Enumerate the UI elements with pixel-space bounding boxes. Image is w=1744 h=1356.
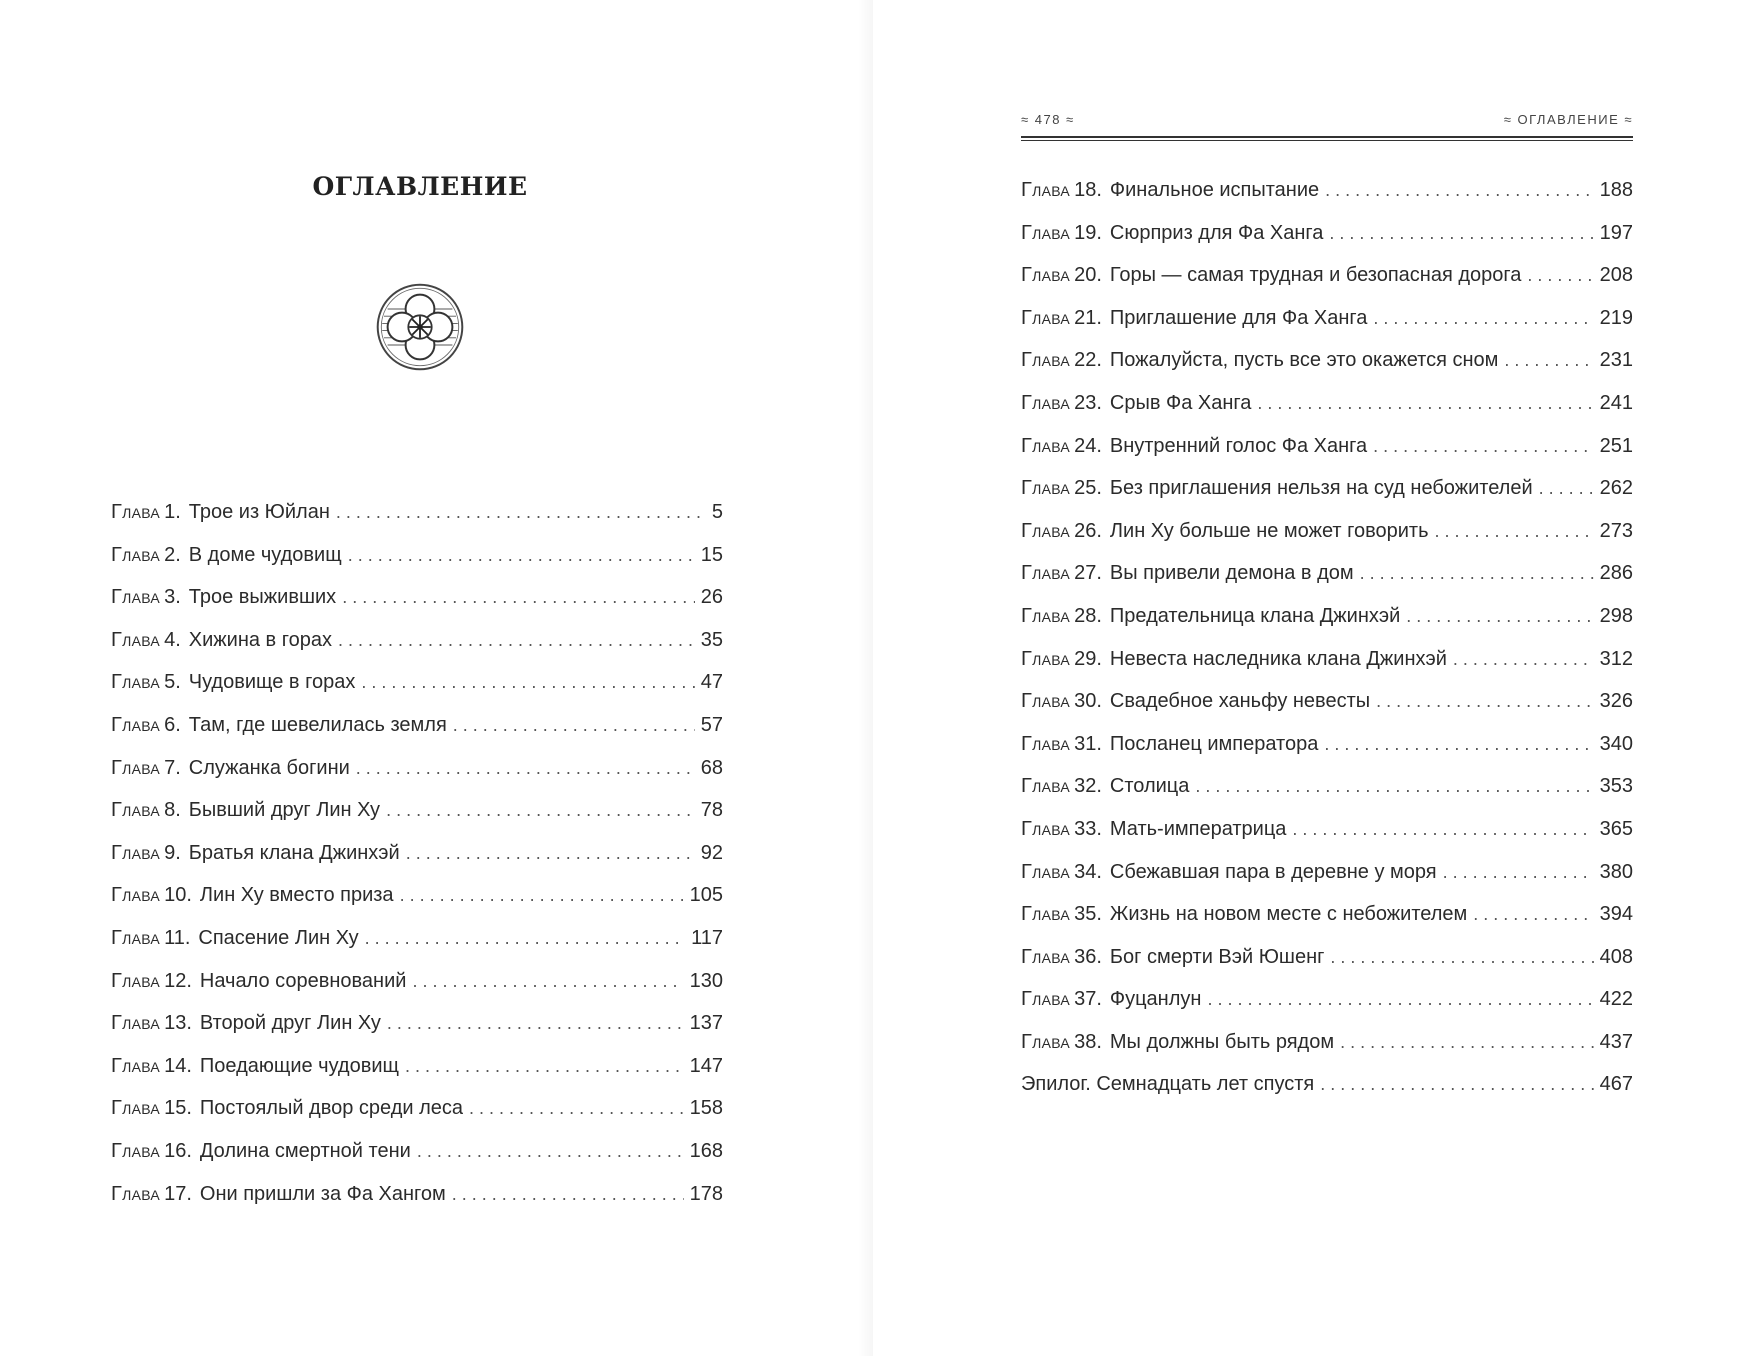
- leader-dots: [1257, 382, 1593, 425]
- toc-entry-label: [1021, 169, 1319, 212]
- page-ref: 68: [700, 756, 723, 779]
- toc-entry: [111, 576, 723, 619]
- page-ref: 273: [1599, 519, 1633, 542]
- chapter-word: Глава: [111, 799, 161, 822]
- chapter-word: Глава: [1021, 1030, 1071, 1053]
- toc-entry: [1021, 893, 1633, 936]
- toc-entry: [111, 789, 723, 832]
- toc-entry-label: [111, 789, 380, 832]
- leader-dots: [356, 747, 695, 790]
- chapter-word: Глава: [1021, 264, 1071, 287]
- chapter-word: Глава: [111, 713, 161, 736]
- chapter-word: Глава: [1021, 690, 1071, 713]
- toc-entry: [1021, 851, 1633, 894]
- chapter-title: Бывший друг Лин Ху: [188, 799, 381, 822]
- chapter-number: 31.: [1074, 732, 1102, 755]
- toc-entry-label: [1021, 254, 1521, 297]
- chapter-title: Срыв Фа Ханга: [1109, 391, 1252, 414]
- toc-entry: [1021, 552, 1633, 595]
- leader-dots: [405, 1045, 684, 1088]
- chapter-title: Постоялый двор среди леса: [199, 1097, 464, 1120]
- chapter-word: Глава: [111, 1054, 161, 1077]
- chapter-word: Глава: [111, 1139, 161, 1162]
- chapter-word: Глава: [1021, 903, 1071, 926]
- toc-entry: [111, 661, 723, 704]
- chapter-title: Сюрприз для Фа Ханга: [1109, 221, 1324, 244]
- chapter-title: Лин Ху вместо приза: [199, 884, 394, 907]
- toc-entry: [1021, 936, 1633, 979]
- toc-entry-label: [1021, 765, 1189, 808]
- chapter-number: 9.: [164, 841, 181, 864]
- leader-dots: [417, 1130, 684, 1173]
- page-ref: 208: [1599, 264, 1633, 287]
- chapter-number: 38.: [1074, 1030, 1102, 1053]
- toc-entry-label: [111, 661, 355, 704]
- chapter-word: Глава: [111, 543, 161, 566]
- chapter-number: 33.: [1074, 817, 1102, 840]
- page-ref: 15: [700, 543, 723, 566]
- page-ref: 57: [700, 713, 723, 736]
- leader-dots: [361, 661, 694, 704]
- toc-entry-label: [1021, 936, 1324, 979]
- toc-entry-label: [1021, 851, 1437, 894]
- page-ref: 178: [689, 1182, 723, 1205]
- toc-entry-label: [1021, 808, 1286, 851]
- chapter-word: Глава: [111, 926, 161, 949]
- toc-entry: [111, 1087, 723, 1130]
- chapter-word: Глава: [111, 1097, 161, 1120]
- chapter-number: 1.: [164, 501, 181, 523]
- toc-entry: [1021, 510, 1633, 553]
- page-ref: 231: [1599, 349, 1633, 372]
- toc-entry-label: [1021, 339, 1498, 382]
- page-ref: 35: [700, 628, 723, 651]
- toc-entry-label: [111, 1130, 411, 1173]
- chapter-title: Долина смертной тени: [199, 1139, 411, 1162]
- toc-entry-label: [1021, 552, 1354, 595]
- chapter-title: Второй друг Лин Ху: [199, 1012, 381, 1035]
- chapter-word: Глава: [1021, 604, 1071, 627]
- leader-dots: [1320, 1063, 1593, 1106]
- leader-dots: [1292, 808, 1593, 851]
- toc-entry: [111, 491, 723, 534]
- page-ref: 5: [711, 501, 723, 523]
- toc-list-right: [1021, 169, 1633, 1106]
- leader-dots: [1373, 297, 1593, 340]
- toc-entry-label: [111, 874, 394, 917]
- page-ref: 422: [1599, 988, 1633, 1011]
- chapter-title: Мать-императрица: [1109, 817, 1287, 840]
- chapter-word: Глава: [111, 1182, 161, 1205]
- leader-dots: [1527, 254, 1593, 297]
- toc-entry-label: [1021, 425, 1367, 468]
- leader-dots: [1325, 169, 1593, 212]
- chapter-word: Глава: [1021, 306, 1071, 329]
- toc-entry: [1021, 765, 1633, 808]
- toc-title: ОГЛАВЛЕНИЕ: [312, 172, 528, 201]
- chapter-title: Они пришли за Фа Хангом: [199, 1182, 446, 1205]
- chapter-title: Посланец императора: [1109, 732, 1319, 755]
- chapter-number: 35.: [1074, 903, 1102, 926]
- chapter-number: 6.: [164, 713, 181, 736]
- toc-entry-label: [1021, 1063, 1314, 1106]
- header-rule: [1021, 136, 1633, 138]
- toc-entry-label: [111, 534, 342, 577]
- leader-dots: [348, 534, 695, 577]
- page-ref: 262: [1599, 477, 1633, 500]
- leader-dots: [1330, 936, 1593, 979]
- chapter-number: 17.: [164, 1182, 192, 1205]
- chapter-title: Спасение Лин Ху: [198, 926, 359, 949]
- chapter-number: 29.: [1074, 647, 1102, 670]
- leader-dots: [1376, 680, 1594, 723]
- toc-entry-label: [111, 1045, 399, 1088]
- page-ref: 147: [689, 1054, 723, 1077]
- toc-entry: [111, 960, 723, 1003]
- chapter-number: 2.: [164, 543, 181, 566]
- toc-entry-label: [1021, 382, 1251, 425]
- chapter-title: Чудовище в горах: [188, 671, 356, 694]
- toc-entry-label: [111, 960, 406, 1003]
- chapter-number: 13.: [164, 1012, 192, 1035]
- leader-dots: [1360, 552, 1594, 595]
- toc-entry: [111, 1173, 723, 1216]
- chapter-word: Глава: [1021, 179, 1071, 201]
- page-number: ≈ 478 ≈: [1021, 112, 1075, 127]
- toc-entry: [111, 1045, 723, 1088]
- leader-dots: [1539, 467, 1594, 510]
- chapter-number: 3.: [164, 586, 181, 609]
- page-ref: 353: [1599, 775, 1633, 798]
- leader-dots: [365, 917, 685, 960]
- toc-entry: [111, 874, 723, 917]
- chapter-title: Свадебное ханьфу невесты: [1109, 690, 1371, 713]
- leader-dots: [1406, 595, 1593, 638]
- page-ref: 408: [1599, 945, 1633, 968]
- page-ref: 340: [1599, 732, 1633, 755]
- leader-dots: [469, 1087, 684, 1130]
- chapter-title: Невеста наследника клана Джинхэй: [1109, 647, 1447, 670]
- chapter-title: Мы должны быть рядом: [1109, 1030, 1335, 1053]
- page-ref: 158: [689, 1097, 723, 1120]
- chapter-title: Служанка богини: [188, 756, 350, 779]
- chapter-number: 34.: [1074, 860, 1102, 883]
- toc-list-left: [111, 491, 723, 1215]
- leader-dots: [1324, 723, 1593, 766]
- leader-dots: [1340, 1021, 1594, 1064]
- toc-entry: [1021, 595, 1633, 638]
- chapter-title: Финальное испытание: [1109, 179, 1320, 201]
- page-ref: 326: [1599, 690, 1633, 713]
- chapter-title: Без приглашения нельзя на суд небожителей: [1109, 477, 1533, 500]
- floral-medallion-icon: [375, 282, 465, 372]
- toc-entry: [1021, 723, 1633, 766]
- toc-entry-label: [1021, 1021, 1334, 1064]
- chapter-title: Пожалуйста, пусть все это окажется сном: [1109, 349, 1499, 372]
- chapter-word: Глава: [1021, 945, 1071, 968]
- toc-entry-label: [111, 832, 400, 875]
- toc-entry: [1021, 638, 1633, 681]
- leader-dots: [1443, 851, 1594, 894]
- chapter-number: 10.: [164, 884, 192, 907]
- page-ref: 168: [689, 1139, 723, 1162]
- chapter-number: 12.: [164, 969, 192, 992]
- page-ref: 188: [1599, 179, 1633, 201]
- leader-dots: [1504, 339, 1593, 382]
- toc-entry: [111, 1002, 723, 1045]
- leader-dots: [1195, 765, 1593, 808]
- page-ref: 380: [1599, 860, 1633, 883]
- toc-entry-label: [111, 619, 332, 662]
- chapter-number: 4.: [164, 628, 181, 651]
- toc-entry-label: [1021, 723, 1318, 766]
- leader-dots: [1329, 212, 1593, 255]
- page-ref: 219: [1599, 306, 1633, 329]
- toc-entry: [1021, 1021, 1633, 1064]
- toc-entry-label: [1021, 680, 1370, 723]
- running-head: [1021, 112, 1633, 132]
- chapter-number: 23.: [1074, 391, 1102, 414]
- page-ref: 137: [689, 1012, 723, 1035]
- page-ref: 47: [700, 671, 723, 694]
- toc-entry: [1021, 1063, 1633, 1106]
- toc-entry: [1021, 382, 1633, 425]
- page-ref: 394: [1599, 903, 1633, 926]
- chapter-number: 20.: [1074, 264, 1102, 287]
- chapter-number: 21.: [1074, 306, 1102, 329]
- toc-entry: [111, 832, 723, 875]
- chapter-word: Глава: [1021, 434, 1071, 457]
- chapter-word: Глава: [1021, 221, 1071, 244]
- leader-dots: [1373, 425, 1593, 468]
- leader-dots: [400, 874, 684, 917]
- chapter-title: Трое из Юйлан: [188, 501, 330, 523]
- chapter-word: Глава: [111, 586, 161, 609]
- leader-dots: [386, 789, 695, 832]
- chapter-number: 11.: [164, 926, 191, 949]
- chapter-title: Сбежавшая пара в деревне у моря: [1109, 860, 1437, 883]
- toc-entry: [1021, 297, 1633, 340]
- chapter-word: Глава: [1021, 860, 1071, 883]
- chapter-number: 15.: [164, 1097, 192, 1120]
- toc-entry: [111, 704, 723, 747]
- chapter-title: Лин Ху больше не может говорить: [1109, 519, 1429, 542]
- page-ref: 197: [1599, 221, 1633, 244]
- toc-entry: [1021, 978, 1633, 1021]
- toc-entry: [111, 747, 723, 790]
- chapter-number: 32.: [1074, 775, 1102, 798]
- chapter-word: Глава: [1021, 988, 1071, 1011]
- chapter-title: Поедающие чудовищ: [199, 1054, 399, 1077]
- chapter-title: Хижина в горах: [188, 628, 332, 651]
- toc-entry-label: [111, 1002, 381, 1045]
- toc-entry: [111, 1130, 723, 1173]
- chapter-number: 26.: [1074, 519, 1102, 542]
- page-ref: 437: [1599, 1030, 1633, 1053]
- page-ref: 105: [689, 884, 723, 907]
- chapter-word: Глава: [111, 671, 161, 694]
- chapter-number: 37.: [1074, 988, 1102, 1011]
- chapter-title: Столица: [1109, 775, 1190, 798]
- chapter-number: 14.: [164, 1054, 192, 1077]
- chapter-number: 30.: [1074, 690, 1102, 713]
- chapter-word: Глава: [1021, 562, 1071, 585]
- chapter-title: Фуцанлун: [1109, 988, 1202, 1011]
- toc-entry: [1021, 425, 1633, 468]
- leader-dots: [1435, 510, 1594, 553]
- page-ref: 130: [689, 969, 723, 992]
- page-ref: 251: [1599, 434, 1633, 457]
- chapter-word: Глава: [111, 969, 161, 992]
- page-ref: 78: [700, 799, 723, 822]
- chapter-number: 16.: [164, 1139, 192, 1162]
- toc-entry: [1021, 339, 1633, 382]
- chapter-word: Глава: [1021, 519, 1071, 542]
- toc-entry: [1021, 212, 1633, 255]
- leader-dots: [336, 491, 703, 534]
- leader-dots: [452, 1173, 684, 1216]
- toc-entry-label: [1021, 638, 1447, 681]
- chapter-word: Глава: [1021, 817, 1071, 840]
- page-ref: 312: [1599, 647, 1633, 670]
- chapter-word: Глава: [1021, 477, 1071, 500]
- chapter-word: Глава: [111, 756, 161, 779]
- chapter-number: 8.: [164, 799, 181, 822]
- toc-entry-label: [111, 491, 330, 534]
- chapter-title: Трое выживших: [188, 586, 337, 609]
- chapter-number: 18.: [1074, 179, 1102, 201]
- leader-dots: [342, 576, 695, 619]
- toc-entry: [1021, 169, 1633, 212]
- chapter-number: 19.: [1074, 221, 1102, 244]
- page-ref: 241: [1599, 391, 1633, 414]
- toc-entry: [111, 917, 723, 960]
- chapter-word: Глава: [1021, 775, 1071, 798]
- chapter-word: Глава: [111, 884, 161, 907]
- chapter-title: Предательница клана Джинхэй: [1109, 604, 1401, 627]
- chapter-title: Приглашение для Фа Ханга: [1109, 306, 1368, 329]
- leader-dots: [1207, 978, 1593, 1021]
- chapter-title: Там, где шевелилась земля: [188, 713, 447, 736]
- leader-dots: [406, 832, 695, 875]
- page-ref: 26: [700, 586, 723, 609]
- chapter-word: Глава: [1021, 647, 1071, 670]
- chapter-word: Глава: [111, 1012, 161, 1035]
- toc-entry-label: [1021, 467, 1533, 510]
- chapter-number: 22.: [1074, 349, 1102, 372]
- toc-entry-label: [1021, 212, 1323, 255]
- toc-entry: [1021, 254, 1633, 297]
- toc-entry: [111, 534, 723, 577]
- chapter-number: 28.: [1074, 604, 1102, 627]
- chapter-title: Бог смерти Вэй Юшенг: [1109, 945, 1325, 968]
- toc-entry-label: [1021, 297, 1367, 340]
- toc-entry-label: [111, 704, 447, 747]
- page-ref: 467: [1599, 1073, 1633, 1096]
- chapter-number: 25.: [1074, 477, 1102, 500]
- chapter-word: Глава: [111, 501, 161, 523]
- chapter-word: Глава: [1021, 391, 1071, 414]
- chapter-word: Глава: [111, 628, 161, 651]
- leader-dots: [412, 960, 683, 1003]
- chapter-title: Жизнь на новом месте с небожителем: [1109, 903, 1468, 926]
- running-head-section: ≈ ОГЛАВЛЕНИЕ ≈: [1503, 112, 1633, 127]
- toc-entry-label: [1021, 978, 1201, 1021]
- toc-entry-label: [1021, 595, 1400, 638]
- toc-entry-label: [111, 1173, 446, 1216]
- leader-dots: [453, 704, 695, 747]
- toc-entry: [1021, 467, 1633, 510]
- chapter-number: 7.: [164, 756, 181, 779]
- chapter-title: В доме чудовищ: [188, 543, 342, 566]
- chapter-title: Братья клана Джинхэй: [188, 841, 400, 864]
- chapter-number: 36.: [1074, 945, 1102, 968]
- chapter-title: Внутренний голос Фа Ханга: [1109, 434, 1368, 457]
- page-ref: 365: [1599, 817, 1633, 840]
- chapter-title: Начало соревнований: [199, 969, 407, 992]
- leader-dots: [1453, 638, 1594, 681]
- chapter-title: Вы привели демона в дом: [1109, 562, 1354, 585]
- toc-entry-label: [111, 1087, 463, 1130]
- chapter-number: 24.: [1074, 434, 1102, 457]
- toc-entry-label: [111, 917, 359, 960]
- toc-entry-label: [111, 576, 336, 619]
- leader-dots: [387, 1002, 684, 1045]
- chapter-title: Эпилог. Семнадцать лет спустя: [1021, 1073, 1315, 1096]
- toc-entry-label: [1021, 893, 1467, 936]
- page-ref: 92: [700, 841, 723, 864]
- leader-dots: [1473, 893, 1593, 936]
- header-rule-thin: [1021, 140, 1633, 141]
- chapter-number: 27.: [1074, 562, 1102, 585]
- page-ref: 298: [1599, 604, 1633, 627]
- toc-entry-label: [111, 747, 350, 790]
- toc-entry: [1021, 680, 1633, 723]
- toc-entry: [1021, 808, 1633, 851]
- page-ref: 117: [691, 926, 723, 949]
- chapter-number: 5.: [164, 671, 181, 694]
- page-ref: 286: [1599, 562, 1633, 585]
- toc-entry-label: [1021, 510, 1429, 553]
- chapter-word: Глава: [111, 841, 161, 864]
- chapter-word: Глава: [1021, 732, 1071, 755]
- toc-entry: [111, 619, 723, 662]
- chapter-title: Горы — самая трудная и безопасная дорога: [1109, 264, 1522, 287]
- chapter-word: Глава: [1021, 349, 1071, 372]
- leader-dots: [338, 619, 695, 662]
